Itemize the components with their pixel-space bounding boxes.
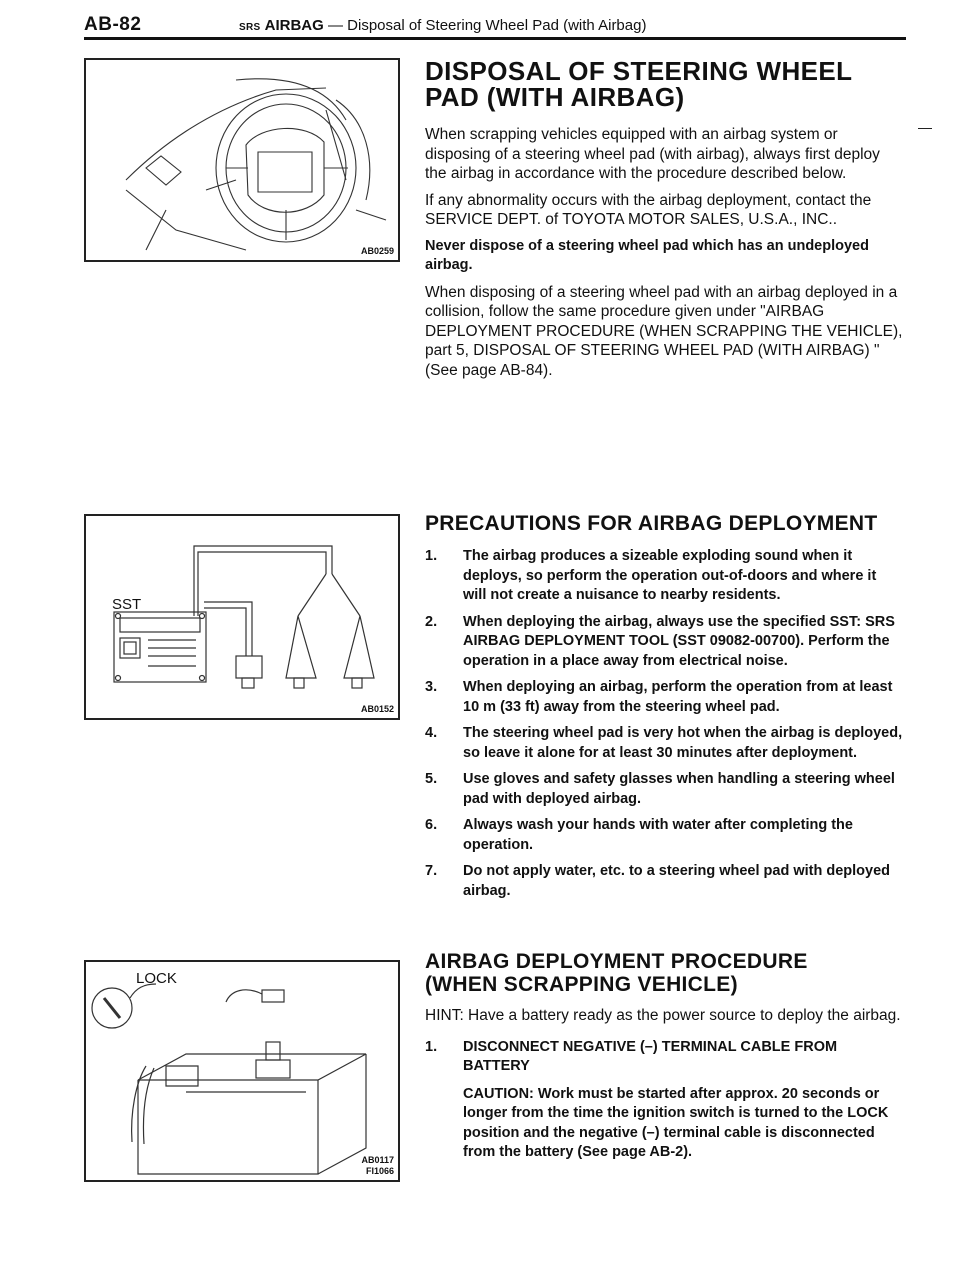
list-item: 1. The airbag produces a sizeable exploding sound when it deploys, so perform the operation out-of-doors and where it will not create a nuisance to nearby residents. [425, 548, 877, 603]
section-title: DISPOSAL OF STEERING WHEEL PAD (WITH AIRBAG) [425, 56, 853, 112]
hint-paragraph: HINT: Have a battery ready as the power source to deploy the airbag. [425, 1007, 901, 1024]
list-item: 4. The steering wheel pad is very hot when the airbag is deployed, so leave it alone for at least 30 minutes after deployment. [425, 725, 903, 761]
figure-code: AB0152 [360, 704, 394, 714]
figure-battery [84, 960, 400, 1182]
section-precautions [425, 512, 903, 901]
list-item: 7. Do not apply water, etc. to a steering wheel pad with deployed airbag. [425, 863, 891, 899]
figure-code: AB0117 FI1066 [361, 1155, 394, 1176]
header-srs: SRS [239, 22, 261, 33]
step-title: 1. DISCONNECT NEGATIVE (–) TERMINAL CABLE FROM BATTERY [425, 1038, 838, 1074]
figure-steering-wheel [84, 58, 400, 262]
figure-code: AB0259 [360, 246, 394, 256]
list-item: 3. When deploying an airbag, perform the operation from at least 10 m (33 ft) away from the steering wheel pad. [425, 679, 893, 715]
battery-illustration [86, 962, 398, 1180]
section-deployment-procedure [425, 950, 903, 1163]
steering-wheel-illustration [86, 60, 398, 260]
figure-sst-tool [84, 514, 400, 720]
list-item: 6. Always wash your hands with water after completing the operation. [425, 817, 853, 853]
page-header [84, 14, 906, 36]
list-item: 5. Use gloves and safety glasses when handling a steering wheel pad with deployed airbag. [425, 771, 895, 807]
sst-tool-illustration [86, 516, 398, 718]
paragraph: If any abnormality occurs with the airbag deployment, contact the SERVICE DEPT. of TOYOTA MOTOR SALES, U.S.A., INC.. [425, 191, 872, 228]
list-item: 2. When deploying the airbag, always use the specified SST: SRS AIRBAG DEPLOYMENT TOOL (SST 09082-00700). Perform the operation in a place away from electrical noise. [425, 613, 895, 669]
section-title: AIRBAG DEPLOYMENT PROCEDURE (WHEN SCRAPPING VEHICLE) [425, 950, 808, 996]
header-title [239, 17, 646, 34]
section-title: PRECAUTIONS FOR AIRBAG DEPLOYMENT [425, 512, 878, 535]
precautions-list [425, 547, 903, 901]
header-system: AIRBAG [264, 17, 324, 34]
paragraph: When scrapping vehicles equipped with an airbag system or disposing of a steering wheel pad (with airbag), always first deploy the airbag in accordance with the procedure described below. [425, 126, 880, 182]
caution-paragraph: CAUTION: Work must be started after approx. 20 seconds or longer from the time the ignition switch is turned to the LOCK position and the negative (–) terminal cable is disconnected from the battery (See page AB-2). [463, 1085, 889, 1160]
margin-mark [918, 128, 932, 129]
header-rule [84, 37, 906, 40]
lock-label: LOCK [136, 970, 177, 987]
sst-label: SST [112, 596, 142, 613]
warning-paragraph: Never dispose of a steering wheel pad which has an undeployed airbag. [425, 237, 869, 273]
page-number: AB-82 [84, 14, 142, 35]
header-title-rest: — Disposal of Steering Wheel Pad (with Airbag) [323, 17, 647, 34]
section-disposal [425, 58, 903, 380]
paragraph: When disposing of a steering wheel pad with an airbag deployed in a collision, follow the same procedure given under "AIRBAG DEPLOYMENT PROCEDURE (WHEN SCRAPPING THE VEHICLE), part 5, DISPOSAL OF STEERING WHEEL PAD (WITH AIRBAG) "(See page AB-84). [425, 283, 903, 379]
